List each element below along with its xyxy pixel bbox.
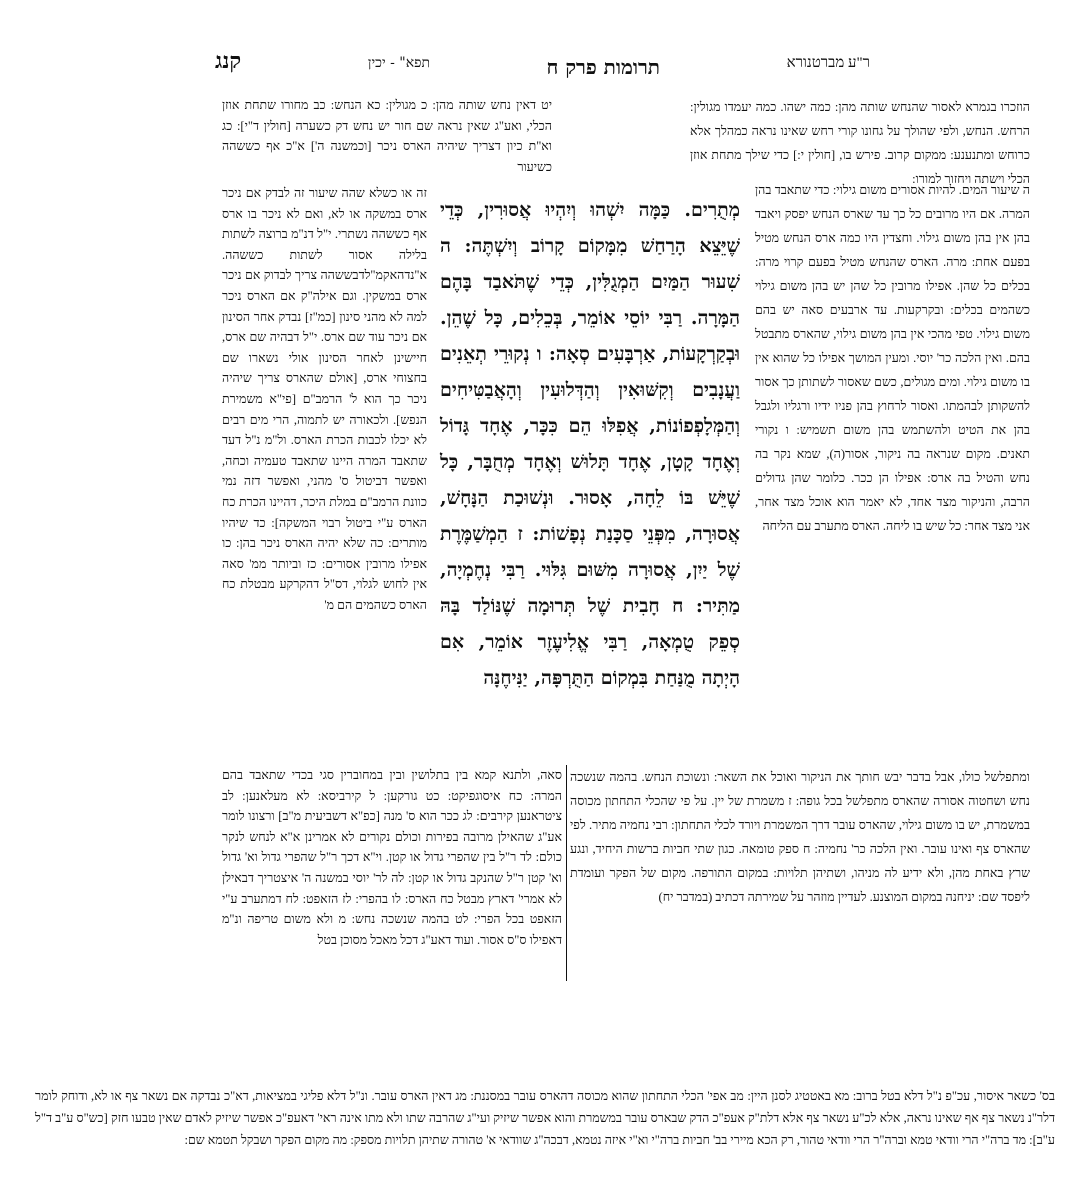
bartenura-side-text: ה שיעור המים. להיות אסורים משום גילוי: כדי שתאבד בהן המרה. אם היו מרובים כל כך עד שארס הנחש יפסק ויאבד בהן אין בהן משום גילוי. וחצדין היו כמה ארס הנחש מטיל בפעם אחת: מרה. הארס שהנחש מטיל בפעם קרוי מרה: בכלים כל שהן. אפילו מרובין כל שהן יש בהן משום גילוי כשהמים בכלים: ובקרקעות. עד ארבעים סאה יש בהם משום גילוי. טפי מהכי אין בהן משום גילוי, שהארס מתבטל בהם. ואין הלכה כר' יוסי. ומעין המושך אפילו כל שהוא אין בו משום גילוי. ומים מגולים, כשם שאסור לשתותן כך אסור להשקותן לבהמתו. ואסור לרחוץ בהן פניו ידיו ורגליו ולגבל בהן את הטיט ולהשתמש בהן משום תשמיש: ו נקורי תאנים. מקום שנראה בה ניקור, אסור(ה), שמא נקר בה נחש והטיל בה ארס: אפילו הן ככר. כלומר שהן גדולים הרבה, והניקור מצד אחד, לא יאמר הוא אוכל מצד אחר, אני מצד אחר: כל שיש בו ליחה. הארס מתערב עם הליחה [755, 183, 1030, 533]
header-title: תרומות פרק ח [546, 55, 660, 79]
yachin-side [222, 183, 427, 763]
page-header [230, 55, 870, 85]
footnote-text: בס' כשאר איסור, עכ"פ נ"ל דלא בטל ברוב: מא באטטיג לסנן היין: מב אפי' הכלי התחתון שהוא מכוסה דהארס עובר במסננת: מג דאין הארס עובר. ונ"ל דלא פליגי במציאות, דא"כ נבדקה אם נשאר צף או לא, ודוחק לומר דלר"נ נשאר צף אף שאינו נראה, אלא לכ"ע נשאר צף אלא דלת"ק אעפ"כ הדק שבארס עובר במשמרת והוא אפשר שיזיק ועי"ג שהרבה שתו ולא מתו אינה ראי' דאעפ"כ אפשר שיזיק לאדם שאין טבעו חזק [כש"ס ע"ב ד"ל ע"ב]: מד ברה"י הרי וודאי טמא וברה"ר הרי וודאי טהור, רק הכא מיירי בב' חביות ברה"י וא"י איזה נטמא, דבכה"ג שוודאי א' טהורה שתיהן תלויות מספק: מה מקום הפקר ושבקל תטמא שם: [35, 1089, 1055, 1147]
bartenura-top [690, 95, 1030, 186]
bartenura-side [755, 178, 1030, 763]
page-number: קנג [215, 48, 242, 74]
column-divider [566, 765, 567, 981]
yachin-bottom-text: סאה, ולתנא קמא בין בתלושין ובין במחוברין סגי בכדי שתאבד בהם המרה: כח איסוגפיקט: כט גורקען: ל קירביסא: לא מעלאנען: לב ציטראנען קירבים: לג ככר הוא ס' מנה [כפ"א דשביעית מ"ב] ורצונו לומר אע"ג שהאילן מרובה בפירות וכולם נקורים לא אמרינן א"א לנחש לנקר כולם: לד ר"ל בין שהפרי גדול או קטן. וי"א דכך ר"ל שהפרי גדול וא' גדול וא' קטן ר"ל שהנקב גדול או קטן: לה לר' יוסי במשנה ה' איצטריך דבאילן לא אמרי' דארץ מבטל כח הארס: לו בהפרי: לז הזאפט: לח דמתערב ע"י הזאפט בכל הפרי: לט בהמה שנשכה נחש: מ ולא משום טריפה ונ"מ דאפילו ס"ס אסור. ועוד דאע"ג דכל מאכל מסוכן בטל [222, 768, 562, 947]
yachin-bottom [222, 765, 562, 981]
yachin-side-text: זה או כשלא שהה שיעור זה לבדק אם ניכר ארס במשקה או לא, ואם לא ניכר בו ארס אף כששהה נשתרי. י"ל דנ"מ ברוצה לשתות בלילה אסור לשתות כששהה. א"נדהאקמ"לדבששהה צריך לבדוק אם ניכר ארס במשקין. וגם אילה"ק אם הארס ניכר למה לא מהני סינון [כמ"ז] נבדק אחר הסינון אם ניכר עוד שם ארס. י"ל דבהיה שם ארס, חיישינן לאחר הסינון אולי נשארו שם בחצוחי ארס, [אולם שהארס צריך שיהיה ניכר כך הוא ל' הרמב"ם [פי"א משמירת הנפש]. ולכאורה יש לתמוה, הרי מים רבים לא יכלו לכבות הכרת הארס. ול"מ נ"ל דעד שתאבד המרה היינו שתאבד טעמיה וכחה, ואפשר דביטול ס' מהני, ואפשר דזה נמי כוונת הרמב"ם במלת היכר, דהיינו הכרת כח הארס ע"י ביטול רבוי המשקה]: כד שיהיו מותרים: כה שלא יהיה הארס ניכר בהן: כו אפילו מרובין אסורים: כז וביותר ממ' סאה אין לחוש לגלוי, דס"ל דהקרקע מבטלת כח הארס כשהמים הם מ' [222, 186, 427, 612]
bartenura-bottom-text: ומתפלשל כולו, אבל בדבר יבש חותך את הניקור ואוכל את השאר: ונשוכת הנחש. בהמה שנשכה נחש ושחטוה אסורה שהארס מתפלשל בכל גופה: ז משמרת של יין. על פי שהכלי התחתון מכוסה במשמרת, יש בו משום גילוי, שהארס עובר דרך המשמרת ויורד לכלי התחתון: רבי נחמיה מתיר. לפי שהארס צף ואינו עובר. ואין הלכה כר' נחמיה: ח ספק טומאה. כגון שתי חביות ברשות היחיד, ונגע שרץ באחת מהן, ולא ידיע לה מניהו, ושתיהן תלויות: במקום התורפה. מקום של הפקר ועומדת ליפסד שם: יניחנה במקום המוצנע. לעדיין מוזהר על שמירתה דכתיב (במדבר יח) [570, 770, 1030, 904]
mishna-text: מְתֻרִים. כַּמָּה יִשְׁהוּ וְיִהְיוּ אֲסוּרִין, כְּדֵי שֶׁיֵּצֵא הָרַחַשׁ מִמָּקוֹם קָרוֹב וְיִשְׁתֶּה: ה שִׁעוּר הַמַּיִם הַמְגֻלִּין, כְּדֵי שֶׁתֹּאבַד בָּהֶם הַמָּרָה. רַבִּי יוֹסֵי אוֹמֵר, בְּכֵלִים, כָּל שֶׁהֵן. וּבְקַרְקָעוֹת, אַרְבָּעִים סְאָה: ו נְקוּרֵי תְאֵנִים וַעֲנָבִים וְקִשּׁוּאִין וְהַדְּלוּעִין וְהָאֲבַטִּיחִים וְהַמְּלָפְפוֹנוֹת, אֲפִלּוּ הֵם כִּכָּר, אֶחָד גָּדוֹל וְאֶחָד קָטָן, אֶחָד תָּלוּשׁ וְאֶחָד מְחֻבָּר, כָּל שֶׁיֵּשׁ בּוֹ לֵחָה, אָסוּר. וּנְשׁוּכַת הַנָּחָשׁ, אֲסוּרָה, מִפְּנֵי סַכָּנַת נְפָשׁוֹת: ז הַמְשַׁמֶּרֶת שֶׁל יַיִן, אֲסוּרָה מִשּׁוּם גִּלּוּי. רַבִּי נְחֶמְיָה, מַתִּיר: ח חָבִית שֶׁל תְּרוּמָה שֶׁנּוֹלַד בָּהּ סְפֵק טֻמְאָה, רַבִּי אֱלִיעֶזֶר אוֹמֵר, אִם הָיְתָה מֻנַּחַת בִּמְקוֹם הַתֻּרְפָּה, יַנִּיחֶנָּה [440, 199, 740, 689]
header-yachin: תפא" - יכין [367, 55, 430, 71]
header-bartenura: ר"ע מברטנורא [786, 55, 870, 71]
bartenura-bottom [570, 765, 1030, 981]
mishna-column [440, 192, 740, 772]
yachin-top-text: יט דאין נחש שותה מהן: כ מגולין: כא הנחש: כב מחורו שתחת אוזן הכלי, ואע"ג שאין נראה שם חור יש נחש דק כשערה [חולין ד"י]: כג וא"ת כיון דצריך שיהיה הארס ניכר [וכמשנה ה'] א"כ אף כששהה כשיעור [222, 98, 552, 174]
yachin-top [222, 95, 552, 183]
footnote-block [35, 1085, 1055, 1185]
bartenura-top-text: הוזכרו בגמרא לאסור שהנחש שותה מהן: כמה ישהו. כמה יעמדו מגולין: הרחש. הנחש, ולפי שהולך על גחונו קורי רחש שאינו נראה כמהלך אלא כרוחש ומתנענע: ממקום קרוב. פירש בו, [חולין י:] כדי שילך מתחת אוזן הכלי וישתה ויחזור למורו: [690, 100, 1030, 186]
